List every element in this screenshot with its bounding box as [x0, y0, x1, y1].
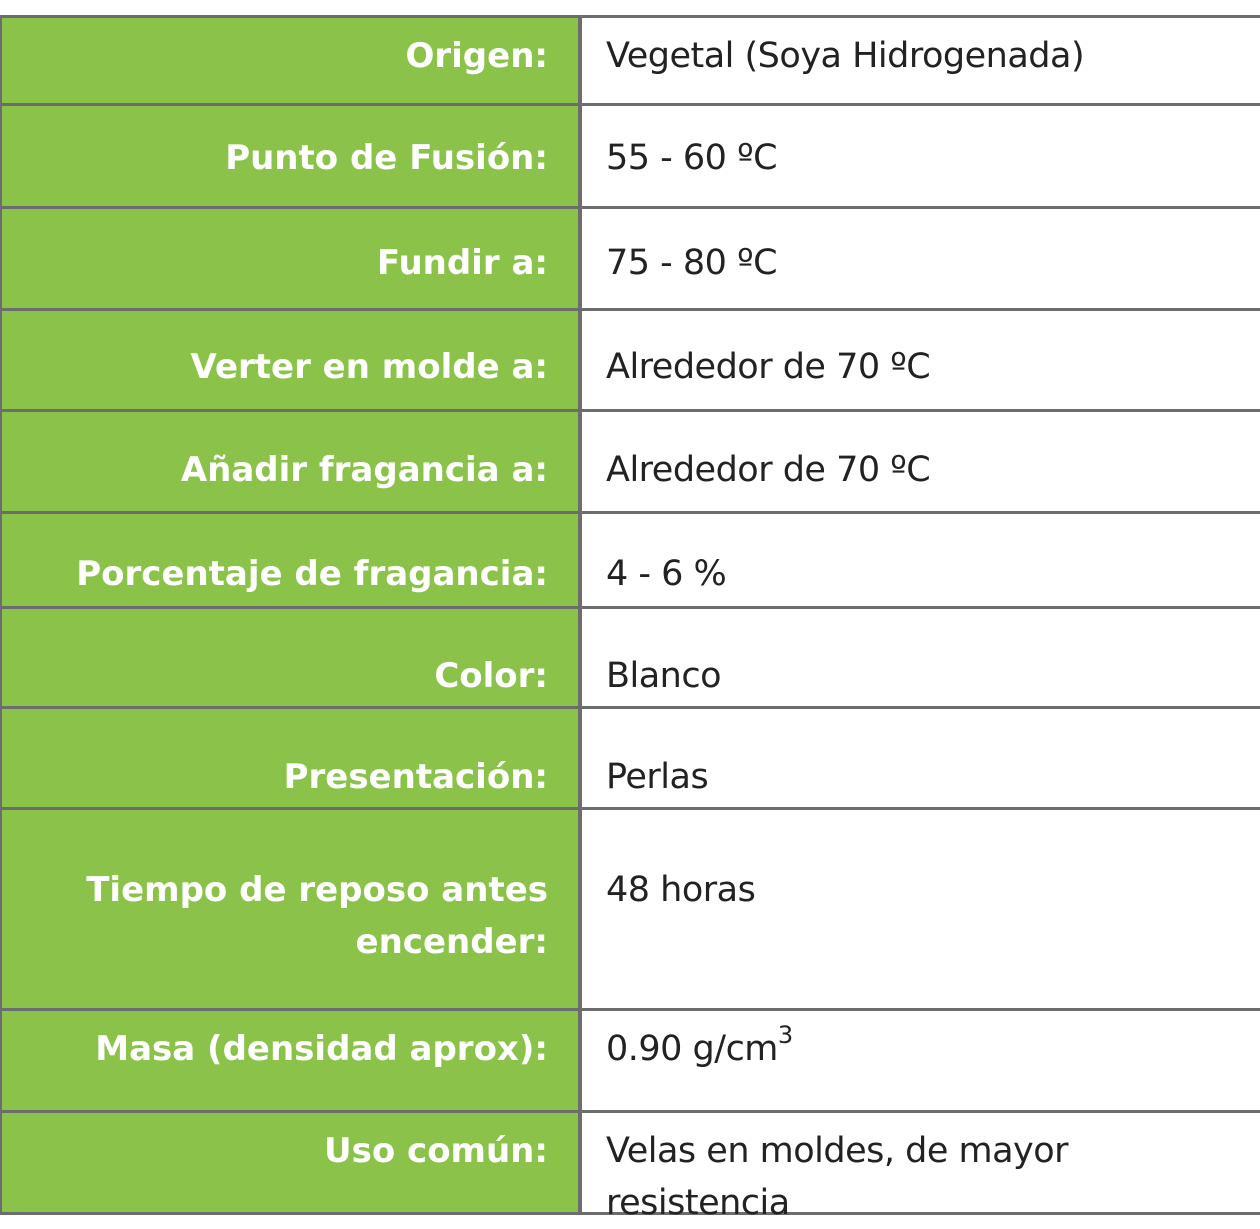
row-value: [582, 18, 1260, 103]
row-value-text: Vegetal (Soya Hidrogenada): [606, 36, 1085, 76]
row-value-text: Velas en moldes, de mayor resistencia: [606, 1131, 1069, 1223]
row-label-text: Presentación:: [283, 757, 548, 797]
row-label-text: Origen:: [405, 36, 548, 76]
row-label-text: Añadir fragancia a:: [180, 450, 548, 490]
row-label-text: Fundir a:: [376, 243, 548, 283]
row-value-text: Alrededor de 70 ºC: [606, 450, 931, 490]
specifications-table: [0, 15, 1260, 1223]
row-value: [582, 311, 1260, 409]
row-value: [582, 514, 1260, 606]
row-label: [2, 18, 582, 103]
row-value: [582, 1011, 1260, 1110]
table-row-presentacion: [2, 709, 1260, 810]
table-row-uso-comun: [2, 1113, 1260, 1223]
row-label: [2, 412, 582, 511]
row-value-text: 75 - 80 ºC: [606, 243, 778, 283]
table-row-punto-fusion: [2, 106, 1260, 209]
row-value: [582, 609, 1260, 706]
row-label: [2, 709, 582, 807]
row-value: [582, 709, 1260, 807]
row-label: [2, 209, 582, 308]
table-row-origen: [2, 18, 1260, 106]
table-row-color: [2, 609, 1260, 709]
row-label: [2, 1113, 582, 1212]
table-row-tiempo-reposo: [2, 810, 1260, 1011]
row-label: [2, 311, 582, 409]
masa-value: 0.90 g/cm: [606, 1029, 778, 1069]
table-row-porcentaje-fragancia: [2, 514, 1260, 609]
row-value-text: 4 - 6 %: [606, 554, 727, 594]
row-value-text: 48 horas: [606, 870, 756, 910]
row-value-text: Blanco: [606, 656, 722, 696]
table-row-anadir-fragancia: [2, 412, 1260, 514]
row-value-text: 55 - 60 ºC: [606, 138, 778, 178]
row-value-text: [606, 1023, 793, 1075]
row-value: [582, 209, 1260, 308]
row-label-text: Punto de Fusión:: [225, 138, 548, 178]
row-label-text: Masa (densidad aprox):: [95, 1029, 548, 1069]
table-row-verter: [2, 311, 1260, 412]
row-value: [582, 412, 1260, 511]
row-label-text: Tiempo de reposo antes encender:: [86, 870, 548, 962]
row-value-text: Alrededor de 70 ºC: [606, 347, 931, 387]
row-label: [2, 1011, 582, 1110]
row-label: [2, 609, 582, 706]
row-label: [2, 514, 582, 606]
row-value: [582, 1113, 1260, 1223]
row-label: [2, 810, 582, 1008]
row-value: [582, 106, 1260, 206]
row-value-text: Perlas: [606, 757, 709, 797]
row-label: [2, 106, 582, 206]
row-label-text: Uso común:: [324, 1131, 548, 1171]
row-label-text: Verter en molde a:: [190, 347, 548, 387]
row-value: [582, 810, 1260, 1008]
table-row-fundir: [2, 209, 1260, 311]
row-label-text: Color:: [434, 656, 548, 696]
superscript-exponent: 3: [777, 1021, 793, 1050]
table-row-masa: [2, 1011, 1260, 1113]
row-label-text: Porcentaje de fragancia:: [76, 554, 548, 594]
